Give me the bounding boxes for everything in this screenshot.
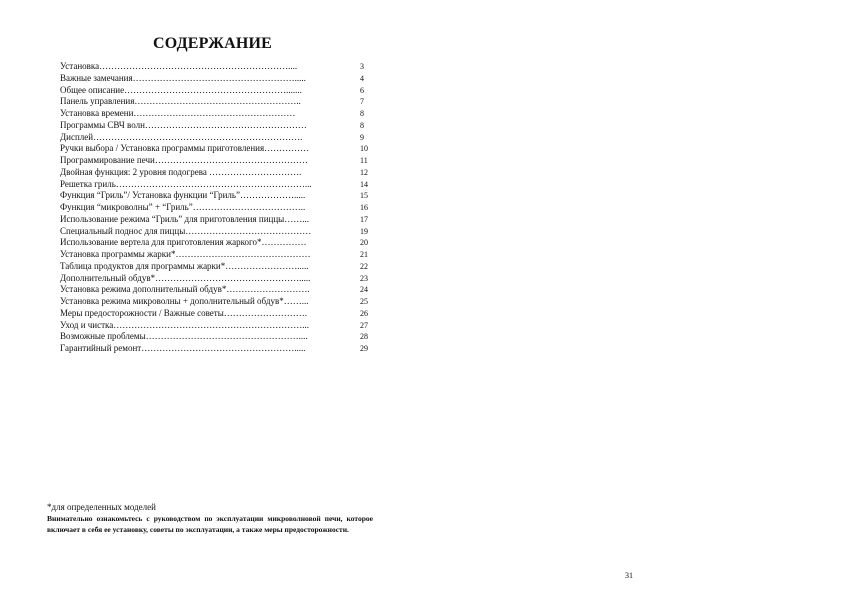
toc-page-number: 7: [360, 97, 364, 107]
toc-row: [60, 284, 370, 296]
toc-entry-text: Решетка гриль………………………………………………………...: [60, 178, 312, 189]
toc-page-number: 8: [360, 109, 364, 118]
toc-entry-text: Установка программы жарки*………………………………………: [60, 249, 311, 259]
toc-row: [60, 96, 370, 108]
toc-entry-text: Специальный поднос для пиццы……………………………………: [60, 225, 312, 236]
toc-page-number: 6: [360, 85, 364, 95]
toc-entry-text: Программирование печи……………………………………………: [60, 155, 308, 165]
toc-row: [60, 120, 370, 132]
toc-entry-text: Гарантийный ремонт…………………………………………….....: [60, 343, 306, 353]
footnote: *для определенных моделей: [47, 502, 156, 512]
toc-entry-text: Ручки выбора / Установка программы приготовления……………: [60, 143, 310, 154]
toc-entry-text: Меры предосторожности / Важные советы……………………….: [60, 307, 307, 318]
toc-row: [60, 226, 370, 238]
toc-page-number: 25: [360, 297, 368, 306]
toc-page-number: 4: [360, 73, 364, 83]
toc-page-number: 20: [360, 238, 368, 248]
toc-entry-text: Программы СВЧ волн………………………………………………: [60, 119, 307, 130]
toc-page-number: 11: [360, 156, 368, 165]
toc-row: [60, 237, 370, 249]
toc-row: [60, 167, 370, 179]
toc-row: [60, 273, 370, 285]
toc-entry-text: Установка………………………………………………………....: [60, 61, 298, 71]
toc-row: [60, 190, 370, 202]
toc-page-number: 27: [360, 320, 368, 330]
toc-row: [60, 296, 370, 308]
toc-page-number: 21: [360, 250, 368, 259]
toc-row: [60, 308, 370, 320]
toc-page-number: 26: [360, 308, 368, 318]
toc-entry-text: Использование режима “Гриль” для приготовления пиццы……...: [60, 213, 309, 224]
toc-row: [60, 108, 370, 120]
toc-page-number: 16: [360, 203, 368, 212]
toc-page-number: 19: [360, 226, 368, 236]
toc-page-number: 29: [360, 344, 368, 353]
toc-page-number: 9: [360, 132, 364, 142]
toc-page-number: 17: [360, 214, 368, 224]
toc-row: [60, 343, 370, 355]
toc-entry-text: Уход и чистка………………………………………………………...: [60, 319, 310, 330]
toc-entry-text: Использование вертела для приготовления жаркого*……………: [60, 237, 307, 248]
toc-row: [60, 155, 370, 167]
toc-row: [60, 261, 370, 273]
usage-notice: Внимательно ознакомьтесь с руководством по эксплуатации микроволновой печи, которое включает в себя ее установку, советы по эксплуатации, а также меры предосторожности.: [47, 514, 373, 534]
toc-row: [60, 320, 370, 332]
toc-entry-text: Установка времени………………………………………………: [60, 108, 296, 118]
toc-page-number: 28: [360, 332, 368, 342]
toc-entry-text: Двойная функция: 2 уровня подогрева ………………………….: [60, 166, 302, 177]
toc-entry-text: Установка режима микроволны + дополнительный обдув*……...: [60, 296, 309, 306]
toc-page-number: 15: [360, 191, 368, 201]
toc-page-number: 22: [360, 261, 368, 271]
toc-entry-text: Установка режима дополнительный обдув*……………………….: [60, 284, 310, 295]
toc-entry-text: Функция “микроволны” + “Гриль”………………………………..: [60, 202, 306, 212]
toc-row: [60, 143, 370, 155]
toc-row: [60, 179, 370, 191]
toc-page-number: 10: [360, 144, 368, 154]
toc-entry-text: Общее описание……………………………………………….......: [60, 84, 302, 95]
toc-row: [60, 73, 370, 85]
toc-row: [60, 132, 370, 144]
toc-row: [60, 331, 370, 343]
toc-page-number: 24: [360, 285, 368, 295]
page-number: 31: [625, 571, 633, 580]
toc-entry-text: Дисплей…………………………………………………………….: [60, 131, 303, 142]
page-title: СОДЕРЖАНИЕ: [152, 35, 273, 52]
toc-entry-text: Дополнительный обдув*………………………………………….....: [60, 272, 311, 283]
toc-entry-text: Функция “Гриль”/ Установка функции “Гриль”……………….....: [60, 190, 306, 201]
toc-entry-text: Таблица продуктов для программы жарки*…………………….....: [60, 260, 309, 271]
toc-page-number: 12: [360, 167, 368, 177]
toc-row: [60, 214, 370, 226]
toc-row: [60, 85, 370, 97]
toc-entry-text: Панель управления………………………………………………..: [60, 96, 301, 107]
toc-row: [60, 61, 370, 73]
toc-entry-text: Возможные проблемы……………………………………………....: [60, 331, 308, 342]
toc-entry-text: Важные замечания……………………………………………….....: [60, 72, 306, 83]
toc-page-number: 23: [360, 273, 368, 283]
toc-page-number: 8: [360, 120, 364, 130]
toc-row: [60, 249, 370, 261]
toc-row: [60, 202, 370, 214]
toc-page-number: 3: [360, 62, 364, 71]
table-of-contents: [60, 61, 370, 355]
toc-page-number: 14: [360, 179, 368, 189]
